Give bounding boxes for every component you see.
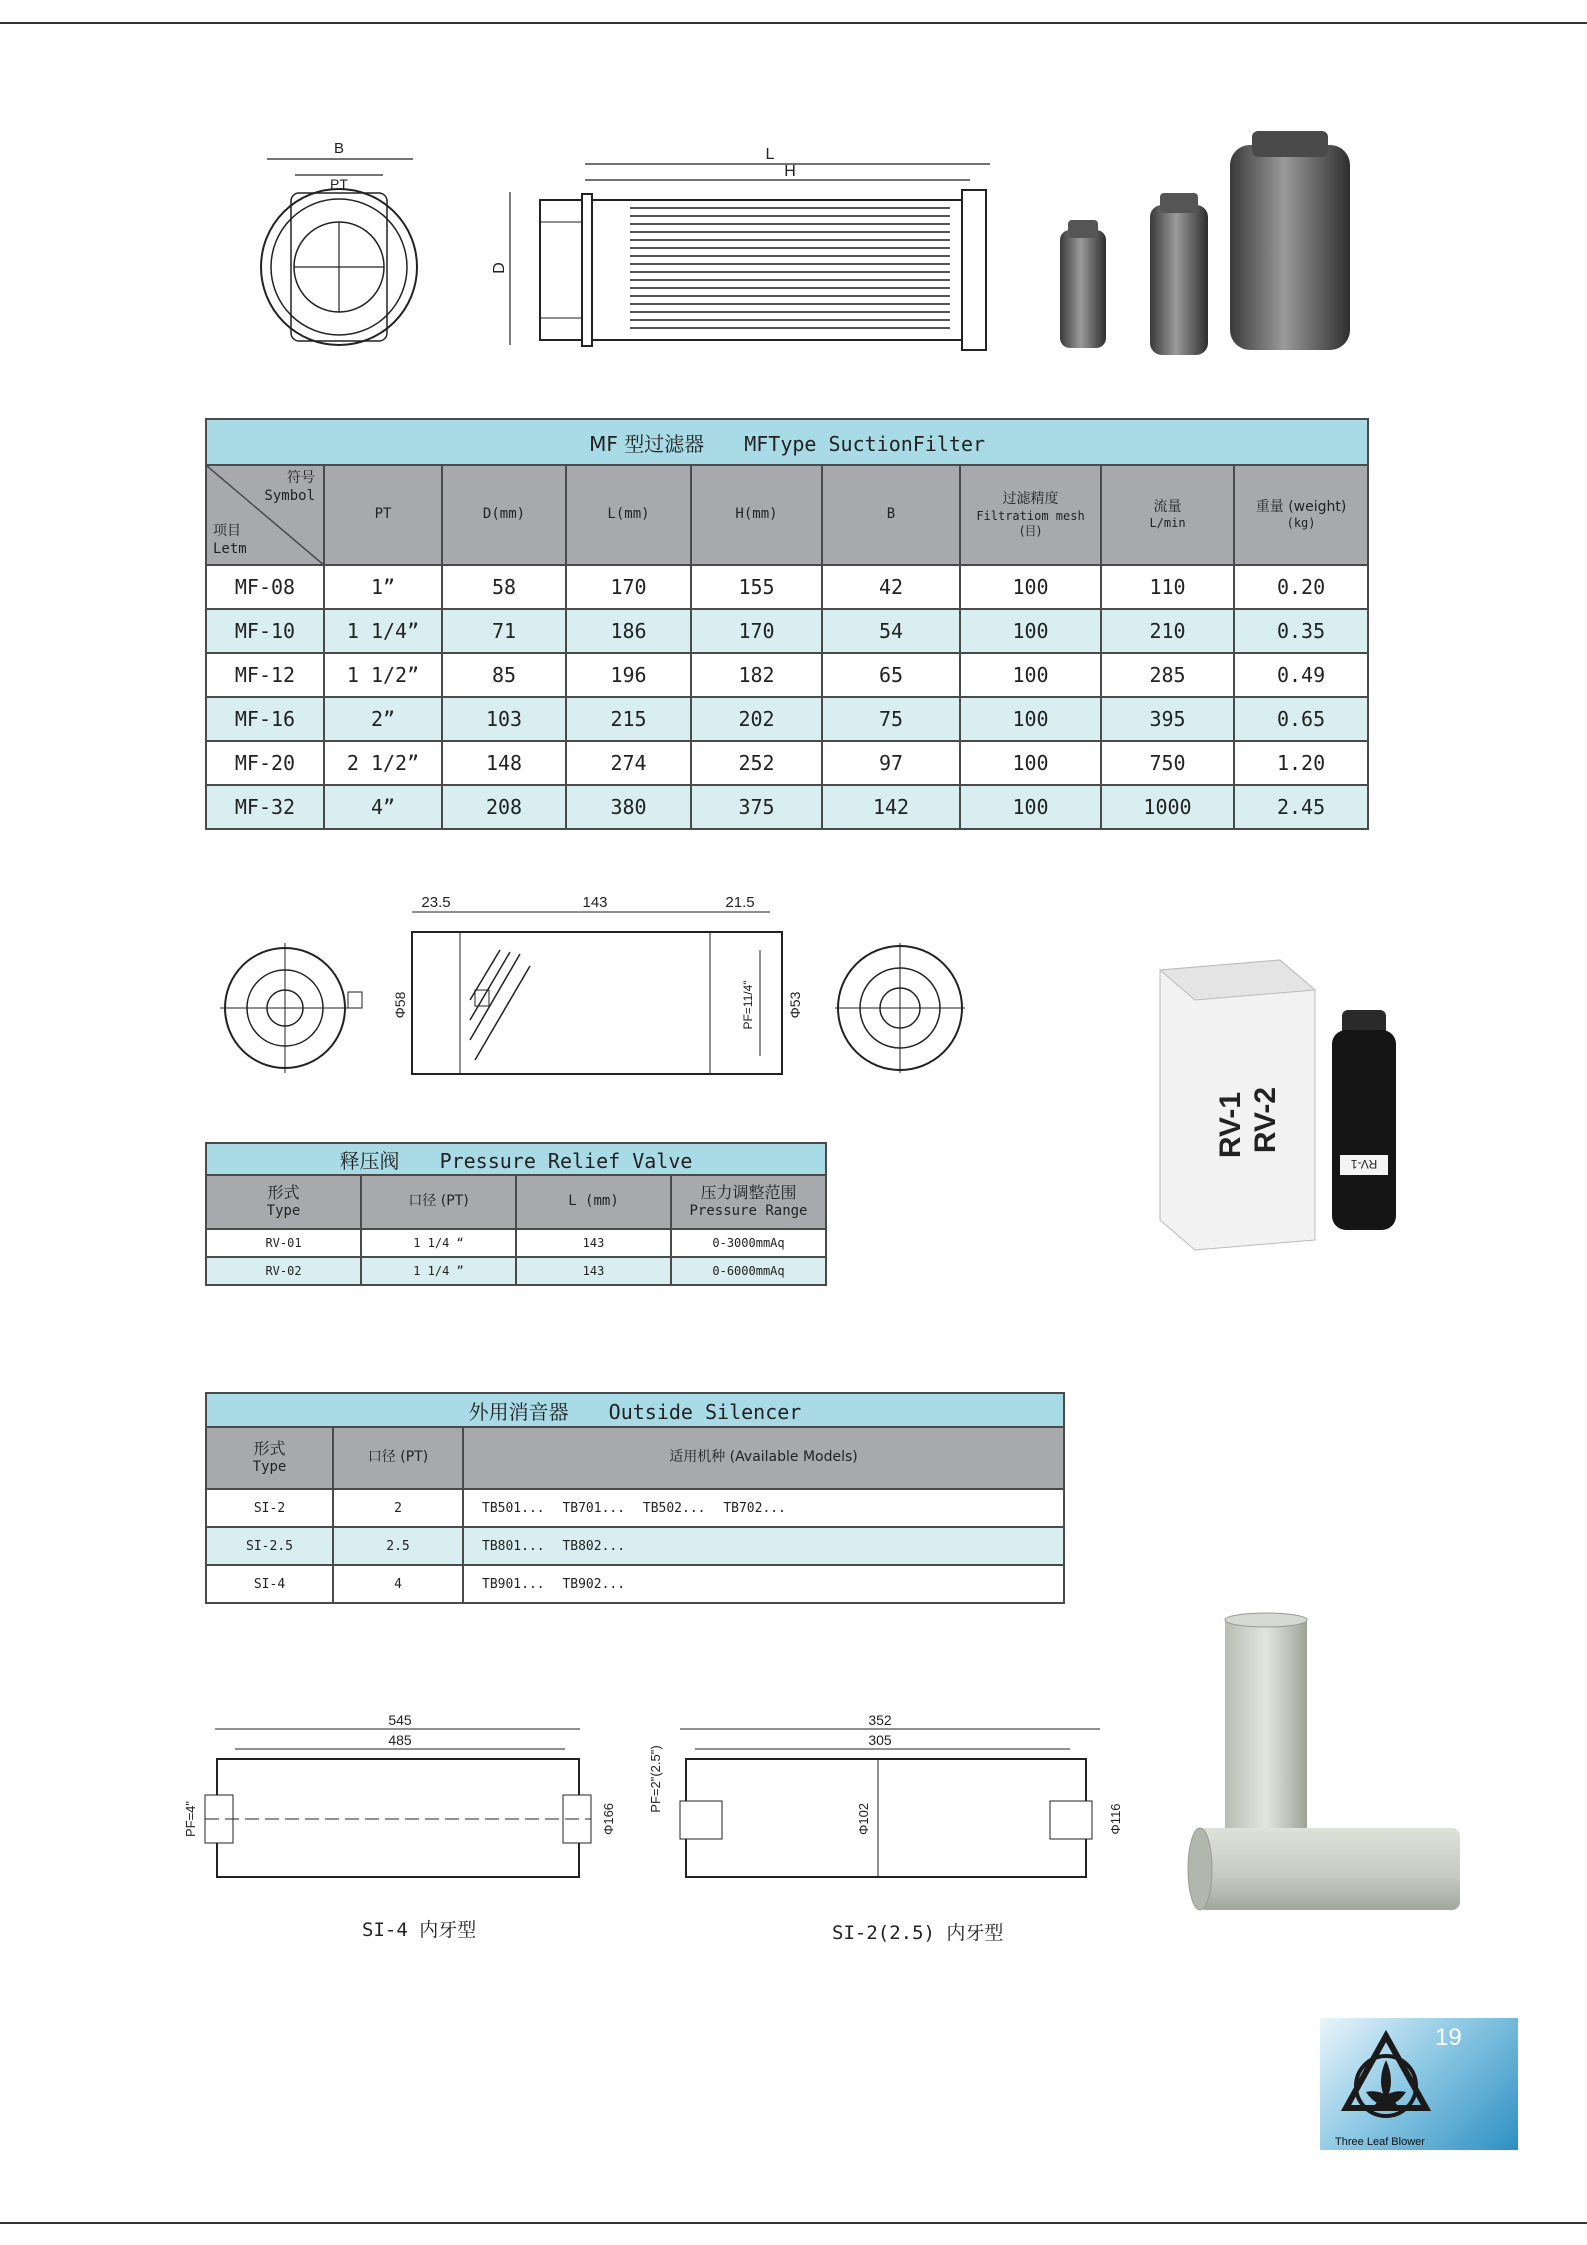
mf-cell: 65	[822, 653, 960, 697]
bottom-rule	[0, 2222, 1587, 2224]
rv-title-zh: 释压阀	[339, 1148, 400, 1173]
label-l: L	[765, 146, 775, 163]
mf-cell: 1”	[324, 565, 442, 609]
rv-header-range-zh: 压力调整范围	[700, 1183, 797, 1203]
sil-cell: TB501... TB701... TB502... TB702...	[463, 1489, 1064, 1527]
rv-cell: RV-02	[206, 1257, 361, 1285]
mf-header-d: D(mm)	[442, 465, 566, 565]
mf-cell: 1.20	[1234, 741, 1368, 785]
mf-cell: 155	[691, 565, 822, 609]
mf-header-mesh-unit: (目)	[1019, 523, 1042, 538]
mf-header-mesh-en: Filtratiom mesh	[976, 508, 1085, 523]
si2-dim-outer: 352	[868, 1712, 892, 1728]
label-pt: PT	[330, 176, 348, 192]
brand-name: Three Leaf Blower	[1335, 2136, 1425, 2148]
mf-corner-symbol-en: Symbol	[264, 487, 315, 504]
mf-cell: 100	[960, 785, 1101, 829]
si4-dim-dia: Φ166	[601, 1802, 616, 1836]
rv-cell: 1 1/4 “	[361, 1229, 516, 1257]
mf-cell: 2 1/2”	[324, 741, 442, 785]
mf-header-pt: PT	[324, 465, 442, 565]
label-d: D	[491, 262, 508, 274]
rv-header-type	[206, 1175, 361, 1229]
sil-header-models: 适用机种 (Available Models)	[463, 1427, 1064, 1489]
label-b: B	[333, 140, 345, 157]
mf-cell: 1 1/4”	[324, 609, 442, 653]
mf-header-l: L(mm)	[566, 465, 691, 565]
mf-cell: 58	[442, 565, 566, 609]
table-row	[206, 609, 1368, 653]
mf-cell: 54	[822, 609, 960, 653]
rv-cell: 0-3000mmAq	[671, 1229, 826, 1257]
mf-cell: 100	[960, 741, 1101, 785]
table-row	[206, 1527, 1064, 1565]
table-row	[206, 741, 1368, 785]
label-h: H	[784, 163, 796, 180]
mf-cell: MF-10	[206, 609, 324, 653]
mf-cell: MF-08	[206, 565, 324, 609]
mf-cell: 170	[566, 565, 691, 609]
si2-caption: SI-2(2.5) 内牙型	[832, 1922, 1004, 1944]
sil-cell: 2.5	[333, 1527, 463, 1565]
rv-dim-pf: PF=11/4"	[741, 980, 755, 1030]
mf-cell: 252	[691, 741, 822, 785]
mf-header-h: H(mm)	[691, 465, 822, 565]
si4-caption: SI-4 内牙型	[362, 1919, 477, 1941]
rv-cell: 143	[516, 1229, 671, 1257]
mf-cell: 142	[822, 785, 960, 829]
sil-header-port: 口径 (PT)	[333, 1427, 463, 1489]
rv-header-type-en: Type	[266, 1203, 301, 1220]
mf-cell: 100	[960, 653, 1101, 697]
mf-cell: 196	[566, 653, 691, 697]
three-leaf-logo	[1326, 2030, 1446, 2140]
sil-cell: SI-4	[206, 1565, 333, 1603]
mf-cell: 100	[960, 697, 1101, 741]
mf-cell: 274	[566, 741, 691, 785]
mf-cell: 110	[1101, 565, 1234, 609]
relief-valve-product-photo	[1150, 950, 1400, 1270]
rv-table-title	[206, 1143, 826, 1175]
mf-filter-table	[205, 418, 1369, 830]
mf-cell: 0.65	[1234, 697, 1368, 741]
mf-cell: 1000	[1101, 785, 1234, 829]
mf-header-mesh	[960, 465, 1101, 565]
si2-silencer-drawing	[648, 1712, 1140, 1895]
rv-dim-d58: Φ58	[392, 991, 408, 1019]
mf-cell: 4”	[324, 785, 442, 829]
mf-corner-symbol-zh: 符号	[287, 470, 315, 486]
mf-cell: 2.45	[1234, 785, 1368, 829]
sil-header-type	[206, 1427, 333, 1489]
table-row	[206, 1565, 1064, 1603]
sil-cell: 2	[333, 1489, 463, 1527]
table-row	[206, 565, 1368, 609]
sil-title-zh: 外用消音器	[468, 1399, 569, 1424]
mf-header-b: B	[822, 465, 960, 565]
mf-title-en: MFType SuctionFilter	[744, 431, 986, 456]
sil-header-type-en: Type	[252, 1459, 287, 1476]
mf-cell: 750	[1101, 741, 1234, 785]
mf-side-view-drawing	[490, 140, 1010, 355]
sil-cell: SI-2.5	[206, 1527, 333, 1565]
mf-header-weight-unit: (kg)	[1286, 516, 1316, 531]
mf-cell: 208	[442, 785, 566, 829]
mf-header-flow-unit: L/min	[1149, 516, 1186, 531]
mf-cell: 0.35	[1234, 609, 1368, 653]
rv-header-l: L (mm)	[516, 1175, 671, 1229]
rv-box-label-2: RV-2	[1249, 1086, 1282, 1154]
page-number: 19	[1435, 2024, 1462, 2051]
mf-cell: 148	[442, 741, 566, 785]
mf-filter-product-photo	[1050, 125, 1380, 365]
relief-valve-table	[205, 1142, 827, 1286]
mf-cell: 182	[691, 653, 822, 697]
rv-dim-d53: Φ53	[787, 991, 803, 1019]
outside-silencer-table	[205, 1392, 1065, 1604]
mf-cell: 202	[691, 697, 822, 741]
sil-cell: TB901... TB902...	[463, 1565, 1064, 1603]
si4-dim-inner: 485	[388, 1732, 412, 1748]
rv-header-type-zh: 形式	[267, 1183, 300, 1203]
rv-dim-right: 21.5	[725, 894, 755, 911]
rv-header-range	[671, 1175, 826, 1229]
mf-header-weight	[1234, 465, 1368, 565]
mf-table-title	[206, 419, 1368, 465]
mf-cell: 103	[442, 697, 566, 741]
sil-header-type-zh: 形式	[253, 1439, 286, 1459]
mf-cell: 0.20	[1234, 565, 1368, 609]
table-row	[206, 1257, 826, 1285]
table-row	[206, 653, 1368, 697]
mf-cell: 71	[442, 609, 566, 653]
table-row	[206, 785, 1368, 829]
mf-header-flow	[1101, 465, 1234, 565]
silencer-product-photo	[1180, 1610, 1480, 1920]
top-rule	[0, 22, 1587, 24]
table-row	[206, 1229, 826, 1257]
mf-corner-header	[206, 465, 324, 565]
mf-header-mesh-zh: 过滤精度	[1002, 491, 1059, 508]
si2-dim-inner: 305	[868, 1732, 892, 1748]
sil-table-title	[206, 1393, 1064, 1427]
mf-cell: MF-16	[206, 697, 324, 741]
si2-dim-dia: Φ116	[1108, 1803, 1123, 1835]
rv-body-label: RV-1	[1350, 1157, 1378, 1171]
mf-cell: 186	[566, 609, 691, 653]
rv-cell: 143	[516, 1257, 671, 1285]
sil-title-en: Outside Silencer	[608, 1399, 802, 1424]
mf-end-view-drawing	[255, 135, 425, 350]
table-row	[206, 1489, 1064, 1527]
sil-cell: SI-2	[206, 1489, 333, 1527]
mf-cell: MF-32	[206, 785, 324, 829]
mf-cell: 210	[1101, 609, 1234, 653]
si2-dim-pf: PF=2"(2.5")	[648, 1745, 663, 1813]
si4-silencer-drawing	[183, 1712, 635, 1895]
mf-title-zh: MF 型过滤器	[589, 431, 705, 456]
rv-dim-left: 23.5	[421, 894, 451, 911]
mf-cell: 100	[960, 565, 1101, 609]
mf-cell: 285	[1101, 653, 1234, 697]
rv-title-en: Pressure Relief Valve	[439, 1148, 693, 1173]
rv-header-port: 口径 (PT)	[361, 1175, 516, 1229]
mf-cell: 395	[1101, 697, 1234, 741]
mf-cell: 97	[822, 741, 960, 785]
mf-cell: 170	[691, 609, 822, 653]
mf-cell: 42	[822, 565, 960, 609]
mf-cell: MF-20	[206, 741, 324, 785]
mf-cell: 100	[960, 609, 1101, 653]
mf-header-flow-zh: 流量	[1153, 498, 1182, 515]
relief-valve-drawing	[200, 890, 990, 1090]
mf-cell: 215	[566, 697, 691, 741]
sil-cell: 4	[333, 1565, 463, 1603]
rv-box-label-1: RV-1	[1214, 1091, 1247, 1159]
mf-cell: 380	[566, 785, 691, 829]
si2-dim-inner-dia: Φ102	[856, 1802, 871, 1836]
mf-cell: 75	[822, 697, 960, 741]
rv-header-range-en: Pressure Range	[689, 1203, 808, 1220]
mf-cell: 375	[691, 785, 822, 829]
mf-header-weight-label: 重量 (weight)	[1255, 498, 1347, 515]
rv-dim-mid: 143	[582, 894, 608, 911]
rv-cell: 0-6000mmAq	[671, 1257, 826, 1285]
si4-dim-pf: PF=4"	[183, 1800, 198, 1838]
mf-cell: 2”	[324, 697, 442, 741]
mf-cell: 1 1/2”	[324, 653, 442, 697]
mf-cell: 0.49	[1234, 653, 1368, 697]
sil-cell: TB801... TB802...	[463, 1527, 1064, 1565]
mf-corner-item-en: Letm	[213, 540, 247, 557]
mf-cell: MF-12	[206, 653, 324, 697]
rv-cell: 1 1/4 ”	[361, 1257, 516, 1285]
rv-cell: RV-01	[206, 1229, 361, 1257]
table-row	[206, 697, 1368, 741]
mf-cell: 85	[442, 653, 566, 697]
mf-corner-item-zh: 项目	[213, 523, 241, 539]
si4-dim-outer: 545	[388, 1712, 412, 1728]
